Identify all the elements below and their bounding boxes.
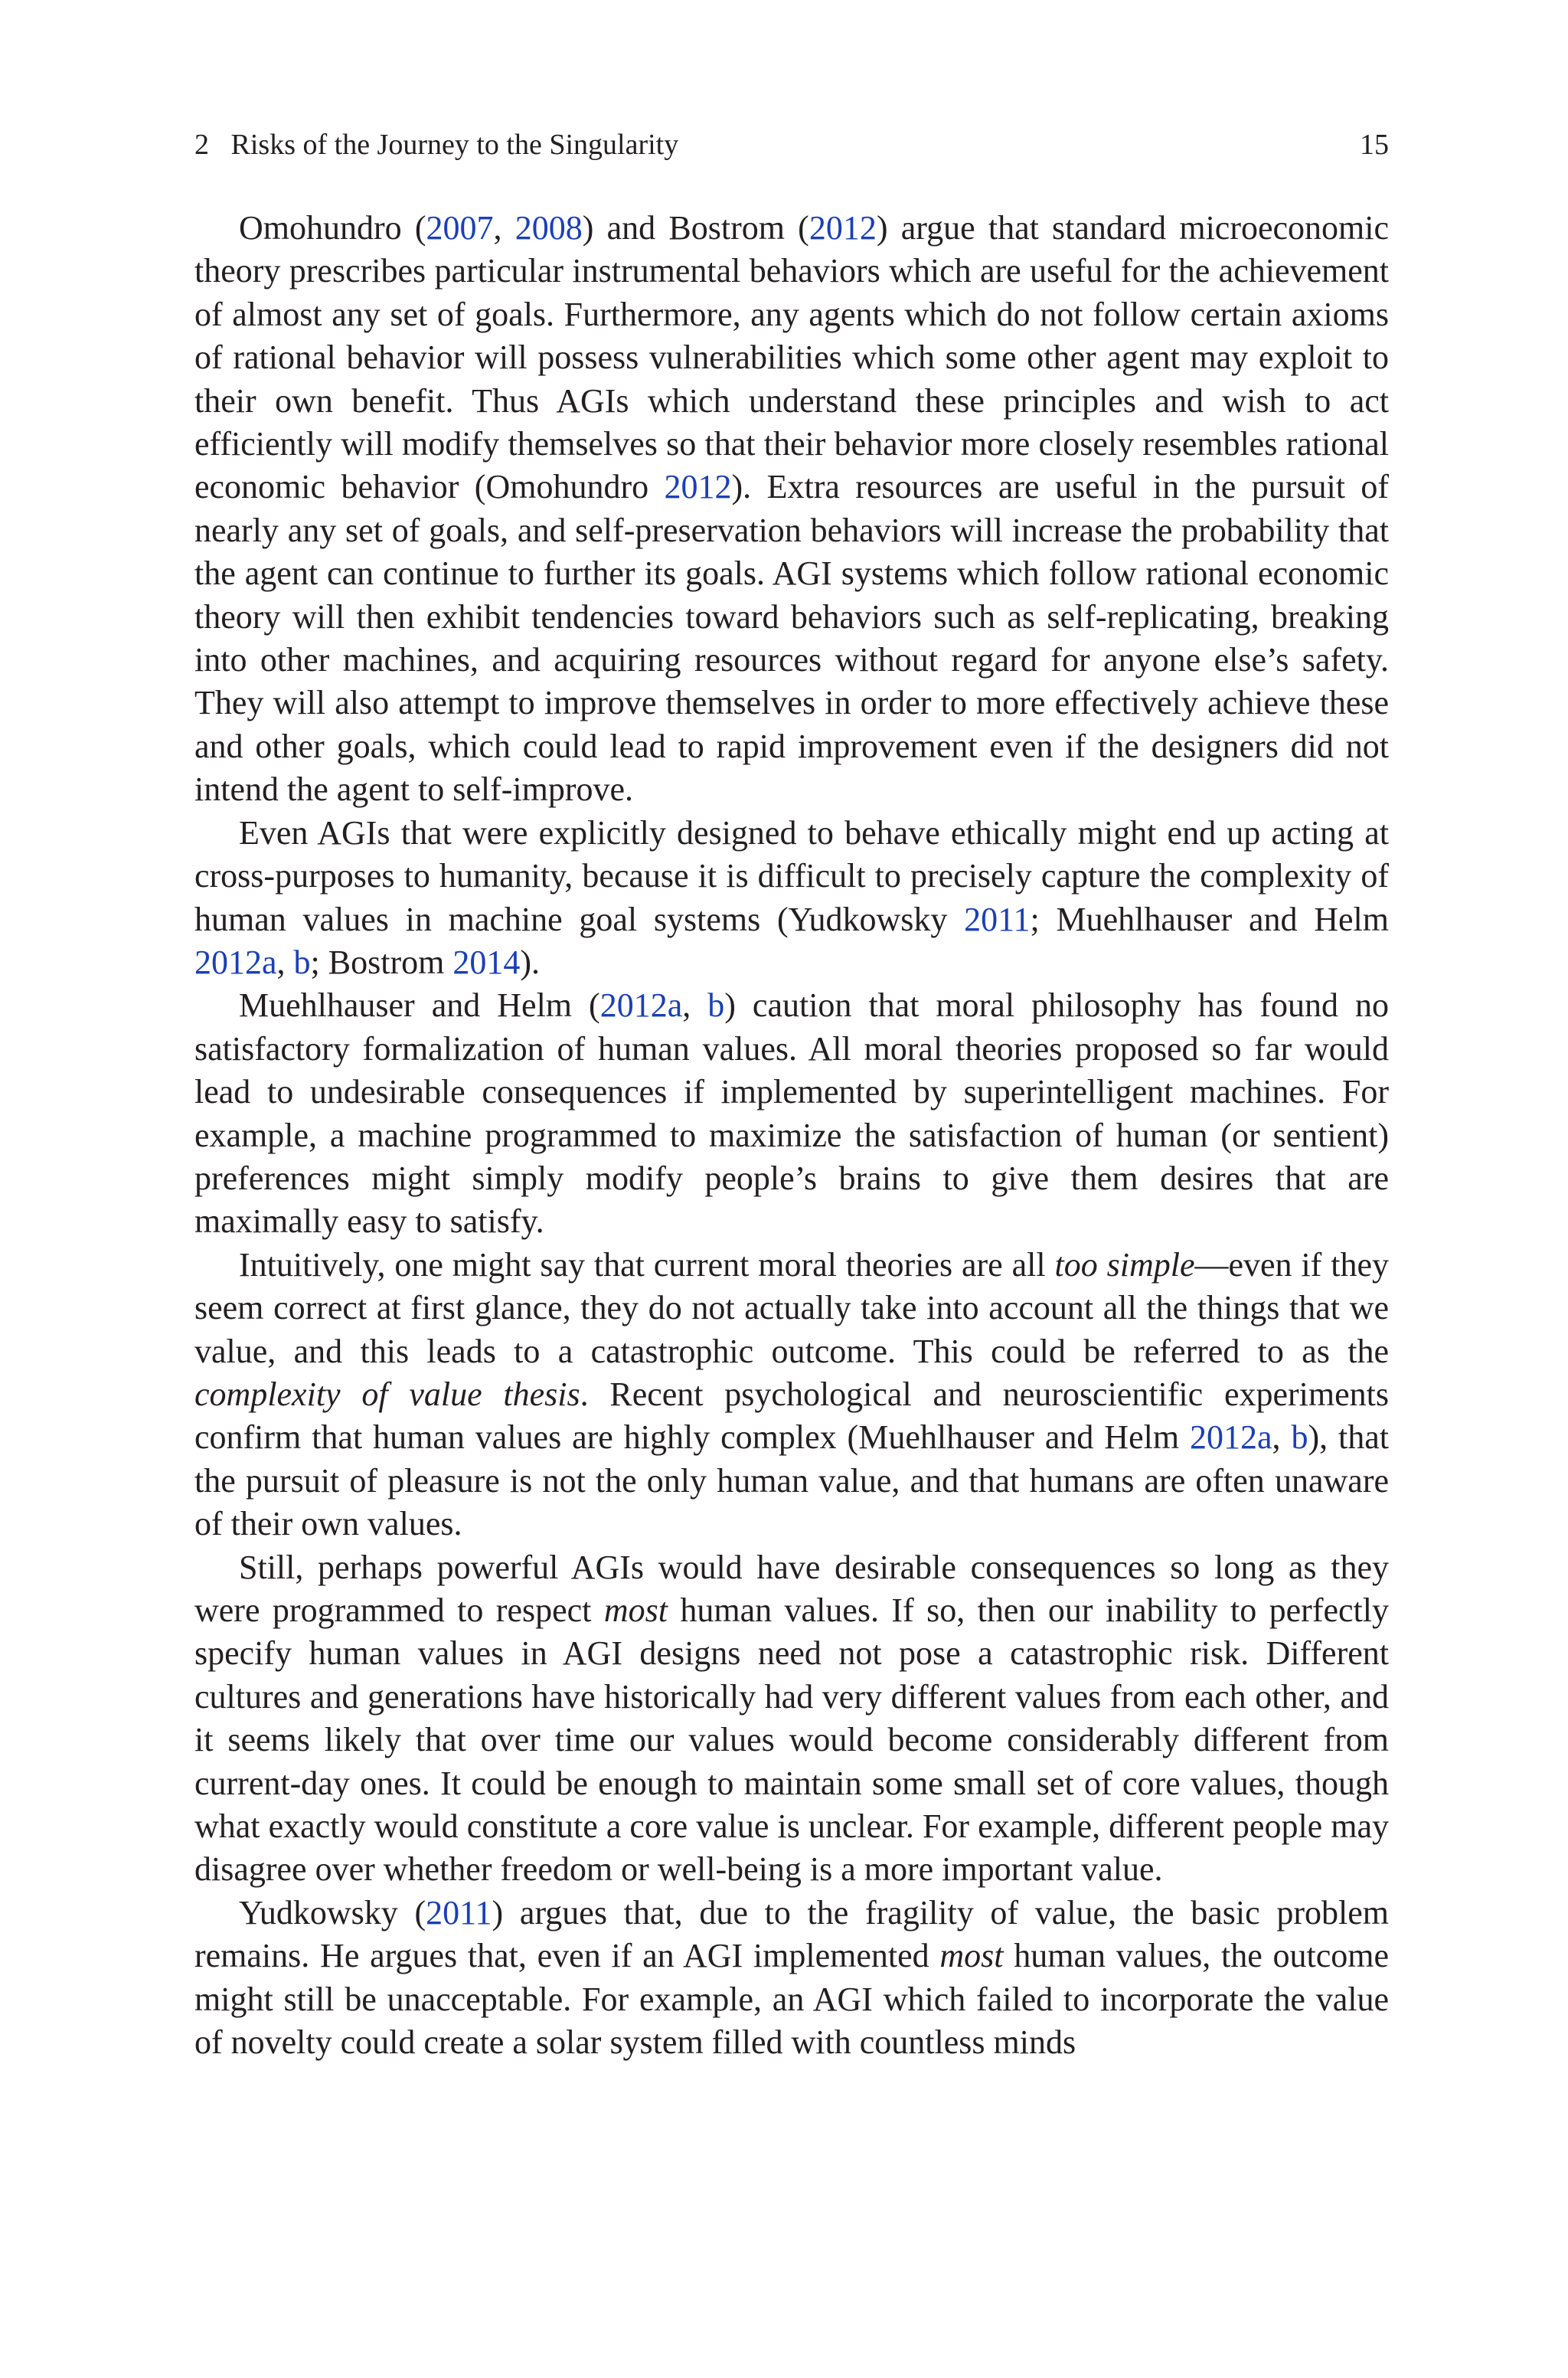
paragraph-text: ,: [1272, 1418, 1292, 1457]
paragraph-text: ) and Bostrom (: [582, 209, 809, 247]
paragraph-text: ). Extra resources are useful in the pursuit of nearly any set of goals, and self-preservation behaviors will increase the probability that the agent can continue to further its goals. AGI systems which follow rational economic theory will then exhibit tendencies toward behaviors such as self-replicating, breaking into other machines, and acquiring resources without regard for anyone else’s safety. They will also attempt to improve themselves in order to more effectively achieve these and other goals, which could lead to rapid improvement even if the designers did not intend the agent to self-improve.: [194, 468, 1390, 809]
paragraph: [194, 1892, 1389, 2065]
emphasis-text: most: [603, 1591, 668, 1629]
citation-link[interactable]: 2011: [964, 900, 1031, 938]
citation-link[interactable]: 2014: [452, 943, 521, 981]
emphasis-text: most: [939, 1937, 1004, 1975]
paragraph-text: ; Bostrom: [310, 943, 453, 981]
paragraph-text: ) argues that, due to the fragility of value, the basic problem remains. He argues that, even if an AGI implemented: [194, 1893, 1390, 1975]
paragraph-text: ,: [493, 209, 515, 247]
citation-link[interactable]: 2011: [426, 1893, 492, 1932]
paragraph-text: ) argue that standard microeconomic theory prescribes particular instrumental behaviors which are useful for the achievement of almost any set of goals. Furthermore, any agents which do not follow certain axioms of rational behavior will possess vulnerabilities which some other agent may exploit to their own benefit. Thus AGIs which understand these principles and wish to act efficiently will modify themselves so that their behavior more closely resembles rational economic behavior (Omohundro: [194, 209, 1390, 506]
paragraph-text: ), that the pursuit of pleasure is not the only human value, and that humans are often unaware of their own values.: [194, 1418, 1389, 1543]
paragraph-text: Omohundro (: [239, 209, 426, 247]
citation-link[interactable]: 2007: [426, 209, 494, 247]
paragraph-text: . Recent psychological and neuroscientific experiments confirm that human values are highly complex (Muehlhauser and Helm: [194, 1375, 1389, 1457]
paragraph-text: Yudkowsky (: [239, 1893, 426, 1932]
running-head-title: [194, 127, 678, 162]
paragraph-text: Even AGIs that were explicitly designed to behave ethically might end up acting at cross-purposes to humanity, because it is difficult to precisely capture the complexity of human values in machine goal systems (Yudkowsky: [194, 813, 1389, 938]
citation-link[interactable]: 2012a: [1189, 1418, 1272, 1457]
emphasis-text: complexity of value thesis: [194, 1375, 580, 1413]
page-number: 15: [1360, 129, 1389, 161]
paragraph-text: Intuitively, one might say that current moral theories are all: [239, 1245, 1055, 1284]
paragraph-text: ) caution that moral philosophy has found no satisfactory formalization of human values. All moral theories proposed so far would lead to undesirable consequences if implemented by superintelligent machines. For example, a machine programmed to maximize the satisfaction of human (or sentient) preferences might simply modify people’s brains to give them desires that are maximally easy to satisfy.: [194, 986, 1389, 1241]
citation-link[interactable]: b: [707, 986, 725, 1025]
paragraph: [194, 207, 1389, 812]
paragraph-text: —even if they seem correct at first glance, they do not actually take into account all the things that we value, and this leads to a catastrophic outcome. This could be referred to as the: [194, 1245, 1389, 1370]
citation-link[interactable]: b: [293, 943, 311, 981]
citation-link[interactable]: 2012: [664, 468, 732, 506]
chapter-number: 2: [194, 129, 209, 161]
citation-link[interactable]: 2012a: [194, 943, 277, 981]
running-head: [194, 127, 1389, 162]
paragraph-text: ,: [682, 986, 708, 1025]
paragraph-text: ; Muehlhauser and Helm: [1030, 900, 1389, 938]
citation-link[interactable]: b: [1291, 1418, 1308, 1457]
citation-link[interactable]: 2008: [514, 209, 583, 247]
paragraph: [194, 984, 1389, 1243]
paragraph: [194, 1546, 1389, 1892]
paragraph-text: Still, perhaps powerful AGIs would have desirable consequences so long as they were programmed to respect: [194, 1548, 1389, 1629]
paragraph-text: Muehlhauser and Helm (: [239, 986, 600, 1025]
chapter-title: Risks of the Journey to the Singularity: [230, 129, 679, 161]
paragraph-text: ).: [520, 943, 540, 981]
paragraph: [194, 812, 1389, 985]
body-text: [194, 207, 1389, 2064]
paragraph-text: human values, the outcome might still be unacceptable. For example, an AGI which failed to incorporate the value of novelty could create a solar system filled with countless minds: [194, 1937, 1389, 2062]
paragraph-text: ,: [276, 943, 294, 981]
paragraph-text: human values. If so, then our inability to perfectly specify human values in AGI designs need not pose a catastrophic risk. Different cultures and generations have historically had very different values from each other, and it seems likely that over time our values would become considerably different from current-day ones. It could be enough to maintain some small set of core values, though what exactly would constitute a core value is unclear. For example, different people may disagree over whether freedom or well-being is a more important value.: [194, 1591, 1389, 1889]
citation-link[interactable]: 2012a: [599, 986, 683, 1025]
paragraph: [194, 1244, 1389, 1546]
citation-link[interactable]: 2012: [808, 209, 877, 247]
emphasis-text: too simple: [1054, 1245, 1195, 1284]
